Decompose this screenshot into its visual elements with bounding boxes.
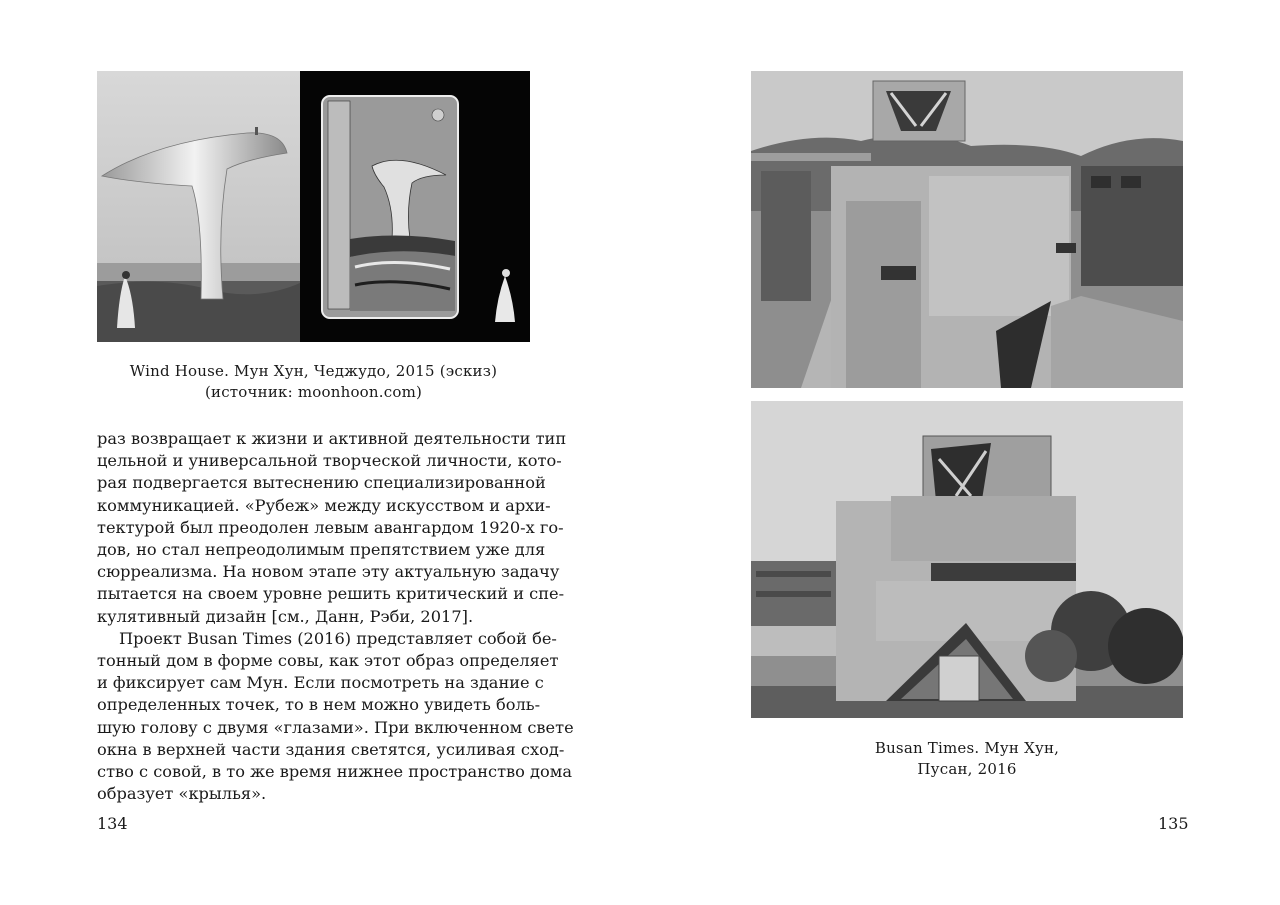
text-line: коммуникацией. «Рубеж» между искусством и архи- [97, 495, 551, 515]
wind-house-caption [97, 361, 530, 403]
wind-house-sketch [300, 71, 530, 342]
caption-line: Пусан, 2016 [917, 760, 1017, 778]
text-line: образует «крылья». [97, 784, 267, 804]
text-line: рая подвергается вытеснению специализированной [97, 473, 546, 493]
text-line: Проект Busan Times (2016) представляет собой бе- [119, 628, 557, 648]
text-line: ство с совой, в то же время нижнее пространство дома [97, 762, 572, 782]
busan-times-caption [751, 738, 1183, 780]
text-line: и фиксирует сам Мун. Если посмотреть на здание с [97, 673, 544, 693]
busan-times-photo-street [751, 401, 1183, 718]
text-line: шую голову с двумя «глазами». При включенном свете [97, 717, 574, 737]
text-line: кулятивный дизайн [см., Данн, Рэби, 2017]. [97, 606, 474, 626]
wind-house-photo [97, 71, 300, 342]
page-number-right: 135 [1158, 814, 1189, 833]
page-number-left: 134 [97, 814, 128, 833]
text-line: окна в верхней части здания светятся, усиливая сход- [97, 739, 565, 759]
text-line: сюрреализма. На новом этапе эту актуальную задачу [97, 562, 560, 582]
text-line: цельной и универсальной творческой личности, кото- [97, 451, 562, 471]
right-page [640, 0, 1280, 905]
caption-line: Busan Times. Мун Хун, [874, 739, 1060, 757]
text-line: определенных точек, то в нем можно увидеть боль- [97, 695, 541, 715]
text-line: дов, но стал непреодолимым препятствием уже для [97, 540, 546, 560]
body-text [97, 428, 574, 805]
busan-times-photo-aerial [751, 71, 1183, 388]
text-line: пытается на своем уровне решить критический и спе- [97, 584, 565, 604]
caption-line: Wind House. Мун Хун, Чеджудо, 2015 (эскиз) [129, 362, 498, 380]
text-line: раз возвращает к жизни и активной деятельности тип [97, 429, 567, 448]
text-line: тектурой был преодолен левым авангардом 1920-х го- [97, 517, 564, 537]
caption-line: (источник: moonhoon.com) [204, 383, 423, 401]
text-line: тонный дом в форме совы, как этот образ определяет [97, 651, 559, 671]
